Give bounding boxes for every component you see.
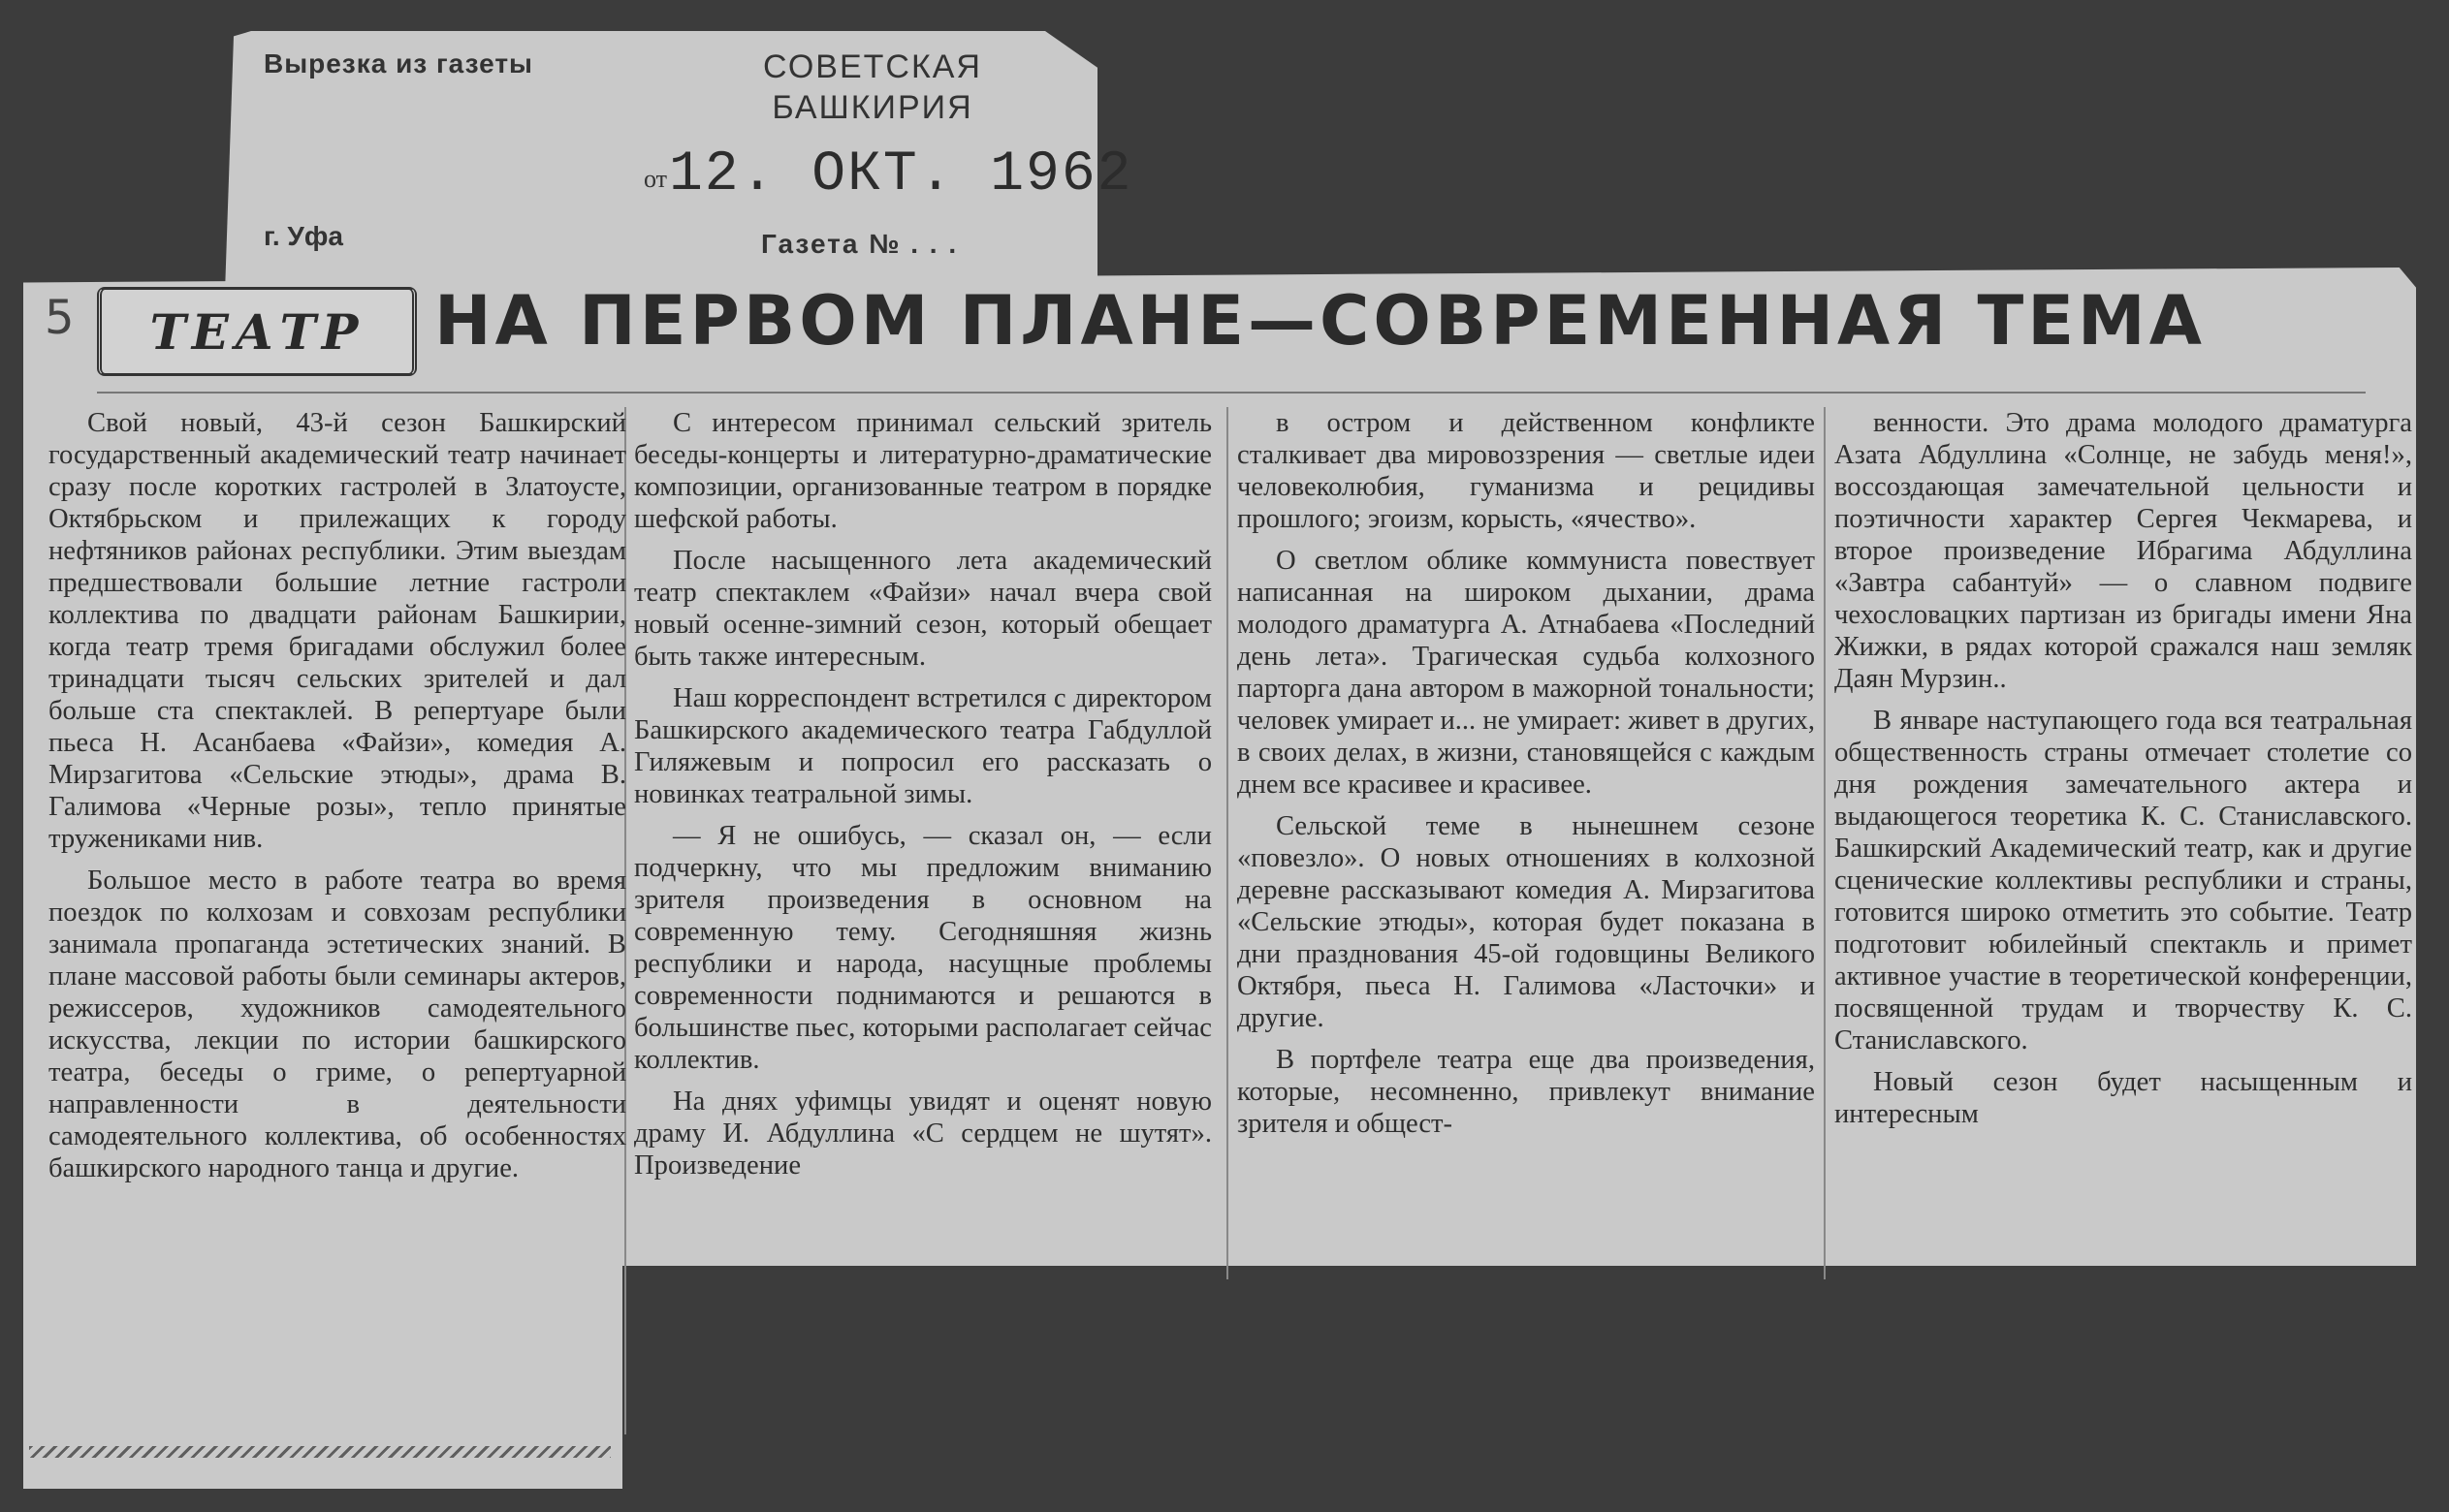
paragraph: На днях уфимцы увидят и оценят новую драму И. Абдуллина «С сердцем не шутят». Произведение — [634, 1087, 1212, 1181]
paragraph: Большое место в работе театра во время поездок по колхозам и совхозам республики занимала пропаганда эстетических знаний. В плане массовой работы были семинары актеров, режиссеров, художников самодеятельного искусства, лекции по истории башкирского театра, беседы о гриме, о репертуарной направленности в деятельности самодеятельного коллектива, об особенностях башкирского народного танца и другие. — [48, 866, 626, 1183]
paragraph: После насыщенного лета академический театр спектаклем «Файзи» начал вчера свой новый осенне-зимний сезон, который обещает быть также интересным. — [634, 546, 1212, 672]
column-rule — [1824, 407, 1826, 1279]
clipping-label: Вырезка из газеты — [264, 48, 533, 79]
paragraph: Наш корреспондент встретился с директором Башкирского академического театра Габдуллой Гиляжевым и попросил его рассказать о новинках театральной зимы. — [634, 683, 1212, 809]
rubric-box — [97, 287, 417, 376]
decorative-bottom-rule — [29, 1446, 611, 1458]
date-stamp: 12. ОКТ. 1962 — [669, 143, 1133, 206]
newspaper-name: СОВЕТСКАЯ БАШКИРИЯ — [763, 48, 982, 126]
paragraph: В январе наступающего года вся театральная общественность страны отмечает столетие со дня рождения замечательного актера и выдающегося теоретика К. С. Станиславского. Башкирский Академический театр, как и другие сценические коллективы республики и страны, готовится широко отметить это событие. Театр подготовит юбилейный спектакль и примет активное участие в теоретической конференции, посвященной трудам и творчеству К. С. Станиславского. — [1834, 706, 2412, 1055]
rubric-label: ТЕАТР — [149, 302, 365, 361]
paragraph: Новый сезон будет насыщенным и интересным — [1834, 1067, 2412, 1129]
paragraph: В портфеле театра еще два произведения, которые, несомненно, привлекут внимание зрителя и общест- — [1237, 1045, 1815, 1139]
paragraph: Свой новый, 43-й сезон Башкирский государственный академический театр начинает сразу после коротких гастролей в Златоусте, Октябрьском и прилежащих к городу нефтяников районах республики. Этим выездам предшествовали большие летние гастроли коллектива по двадцати районам Башкирии, когда театр тремя бригадами обслужил более тринадцати тысяч сельских зрителей и дал больше ста спектаклей. В репертуаре были пьеса Н. Асанбаева «Файзи», комедия А. Мирзагитова «Сельские этюды», драма В. Галимова «Черные розы», тепло принятые тружениками нив. — [48, 408, 626, 854]
column-rule — [1226, 407, 1228, 1279]
city-label: г. Уфа — [264, 221, 343, 251]
headline-divider — [97, 392, 2366, 394]
issue-number-field: Газета № . . . — [761, 229, 959, 259]
article-column-4 — [1834, 407, 2412, 1140]
handwritten-margin-number: 5 — [45, 291, 75, 345]
date-prefix: от — [644, 165, 668, 193]
paragraph: О светлом облике коммуниста повествует написанная на широком дыхании, драма молодого драматурга А. Атнабаева «Последний день лета». Трагическая судьба колхозного парторга дана автором в мажорной тональности; человек умирает и... не умирает: живет в других, в своих делах, в жизни, становящейся с каждым днем все красивее и красивее. — [1237, 546, 1815, 800]
paragraph: — Я не ошибусь, — сказал он, — если подчеркну, что мы предложим вниманию зрителя произведения в основном на современную тему. Сегодняшняя жизнь республики и народа, насущные проблемы современности поднимаются и решаются в большинстве пьес, которыми располагает сейчас коллектив. — [634, 821, 1212, 1075]
paragraph: в остром и действенном конфликте сталкивает два мировоззрения — светлые идеи человеколюбия, гуманизма и рецидивы прошлого; эгоизм, корысть, «ячество». — [1237, 408, 1815, 534]
paragraph: Сельской теме в нынешнем сезоне «повезло». О новых отношениях в колхозной деревне рассказывают комедия А. Мирзагитова «Сельские этюды», которая будет показана в дни празднования 45-ой годовщины Великого Октября, пьеса Н. Галимова «Ласточки» и другие. — [1237, 811, 1815, 1033]
article-column-2 — [634, 407, 1212, 1191]
article-headline: НА ПЕРВОМ ПЛАНЕ—СОВРЕМЕННАЯ ТЕМА — [434, 281, 2206, 361]
paragraph: С интересом принимал сельский зритель беседы-концерты и литературно-драматические композиции, организованные театром в порядке шефской работы. — [634, 408, 1212, 534]
paragraph: венности. Это драма молодого драматурга Азата Абдуллина «Солнце, не забудь меня!», воссоздающая замечательной цельности и поэтичности характер Сергея Чекмарева, и второе произведение Ибрагима Абдуллина «Завтра сабантуй» — о славном подвиге чехословацких партизан из бригады имени Яна Жижки, в рядах которой сражался наш земляк Даян Мурзин.. — [1834, 408, 2412, 694]
article-column-3 — [1237, 407, 1815, 1150]
article-column-1 — [48, 407, 626, 1194]
